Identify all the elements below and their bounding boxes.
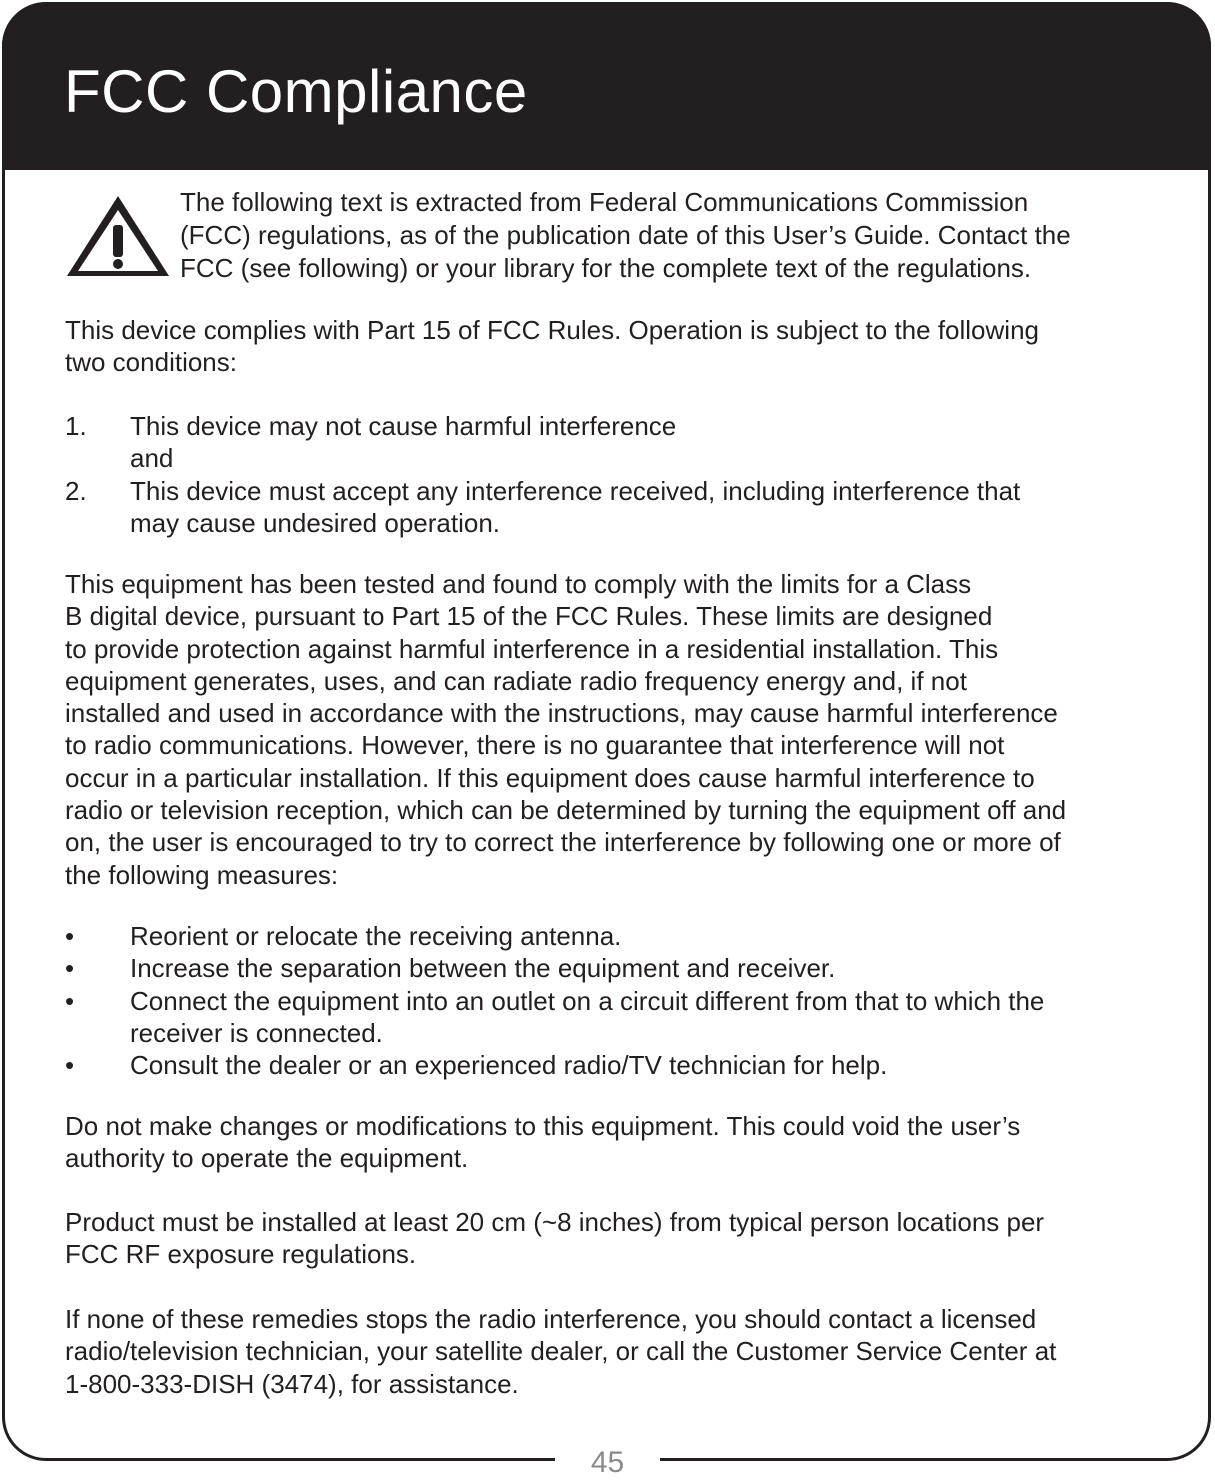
measure-item	[65, 985, 1175, 1050]
bullet-marker: •	[65, 921, 75, 951]
measure-item	[65, 920, 1175, 952]
conditions-list	[65, 410, 1175, 539]
condition-item	[65, 410, 1175, 442]
measure-line: Reorient or relocate the receiving antenna.	[130, 921, 622, 951]
condition-line: may cause undesired operation.	[130, 507, 501, 538]
paragraph-line: Do not make changes or modifications to this equipment. This could void the user’s	[65, 1111, 1021, 1141]
paragraph-line: Product must be installed at least 20 cm (~8 inches) from typical person locations per	[65, 1207, 1045, 1237]
warning-line: (FCC) regulations, as of the publication date of this User’s Guide. Contact the	[180, 220, 1071, 250]
warning-line: The following text is extracted from Federal Communications Commission	[180, 187, 1029, 217]
paragraph-line: radio/television technician, your satellite dealer, or call the Customer Service Center at	[65, 1336, 1057, 1367]
paragraph-line: 1-800-333-DISH (3474), for assistance.	[65, 1368, 519, 1399]
paragraph-line: FCC RF exposure regulations.	[65, 1239, 417, 1270]
paragraph-line: to provide protection against harmful interference in a residential installation. This	[65, 633, 999, 664]
paragraph-line: occur in a particular installation. If this equipment does cause harmful interference to	[65, 762, 1035, 793]
page-number: 45	[590, 1446, 625, 1479]
measure-line: Connect the equipment into an outlet on a circuit different from that to which the	[130, 985, 1045, 1016]
paragraph-line: to radio communications. However, there is no guarantee that interference will not	[65, 730, 1005, 761]
paragraph-line: on, the user is encouraged to try to correct the interference by following one or more of	[65, 827, 1061, 858]
warning-text	[180, 186, 1180, 285]
bullet-marker: •	[65, 1050, 75, 1081]
modifications-paragraph	[65, 1110, 1175, 1175]
bullet-marker: •	[65, 953, 75, 984]
paragraph-line: radio or television reception, which can be determined by turning the equipment off and	[65, 795, 1067, 826]
paragraph-line: two conditions:	[65, 347, 237, 378]
warning-triangle-icon	[64, 193, 172, 279]
paragraph-line: equipment generates, uses, and can radiate radio frequency energy and, if not	[65, 665, 967, 696]
paragraph-line: installed and used in accordance with the instructions, may cause harmful interference	[65, 698, 1058, 729]
paragraph-line: B digital device, pursuant to Part 15 of the FCC Rules. These limits are designed	[65, 601, 993, 632]
list-marker: 2.	[65, 475, 87, 506]
assistance-paragraph	[65, 1303, 1175, 1400]
condition-item	[65, 475, 1175, 540]
page-title: FCC Compliance	[64, 58, 528, 125]
paragraph-line: This device complies with Part 15 of FCC Rules. Operation is subject to the following	[65, 315, 1039, 345]
connector-text: and	[130, 443, 174, 474]
paragraph-line: the following measures:	[65, 859, 339, 890]
equipment-paragraph	[65, 568, 1175, 891]
warning-line: FCC (see following) or your library for the complete text of the regulations.	[180, 253, 1032, 283]
condition-line: This device must accept any interference received, including interference that	[130, 475, 1021, 506]
measure-line: Consult the dealer or an experienced radio/TV technician for help.	[130, 1050, 888, 1081]
measures-list	[65, 920, 1175, 1081]
condition-line: This device may not cause harmful interference	[130, 411, 677, 441]
measure-item	[65, 1049, 1175, 1081]
measure-line: Increase the separation between the equipment and receiver.	[130, 953, 836, 984]
paragraph-line: This equipment has been tested and found to comply with the limits for a Class	[65, 569, 972, 599]
bullet-marker: •	[65, 985, 75, 1016]
paragraph-line: authority to operate the equipment.	[65, 1143, 469, 1174]
measure-line: receiver is connected.	[130, 1017, 383, 1048]
paragraph-line: If none of these remedies stops the radio interference, you should contact a licensed	[65, 1304, 1037, 1334]
compliance-paragraph	[65, 314, 1175, 379]
condition-connector	[65, 442, 1175, 474]
installation-paragraph	[65, 1206, 1175, 1271]
list-marker: 1.	[65, 411, 87, 441]
measure-item	[65, 952, 1175, 984]
